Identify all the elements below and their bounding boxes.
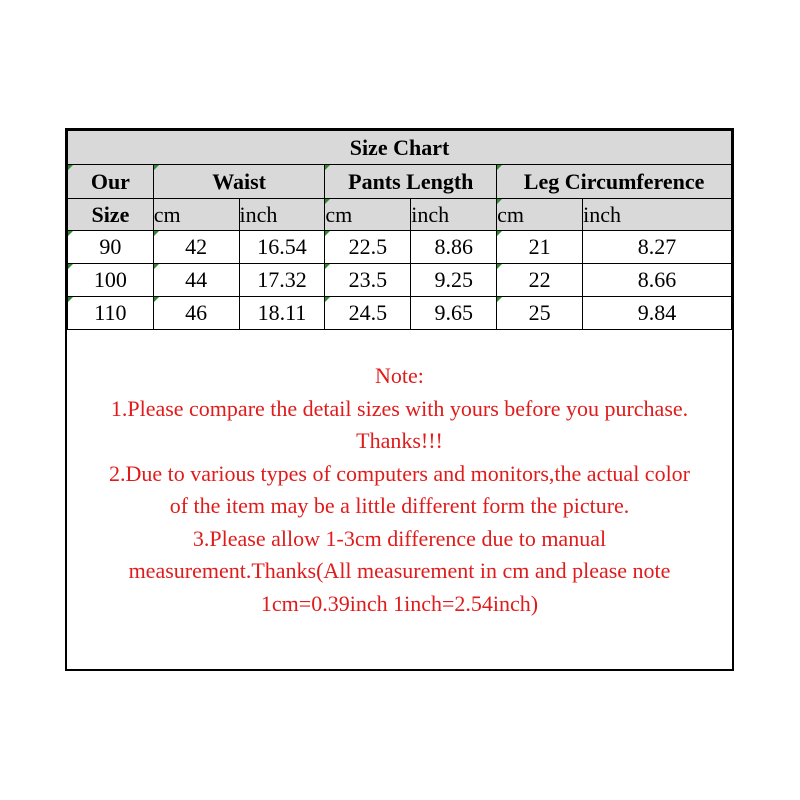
note-line: measurement.Thanks(All measurement in cm and please note [128,558,671,583]
note-line: 3.Please allow 1-3cm difference due to manual [192,525,607,551]
unit-waist-inch: inch [239,199,325,231]
header-leg-circumference: Leg Circumference [497,165,732,199]
table-row [68,231,732,264]
pants-cm-cell: 23.5 [325,264,411,297]
unit-pants-cm: cm [325,199,411,231]
waist-cm-cell: 44 [153,264,239,297]
leg-inch-cell: 8.66 [583,264,732,297]
header-pants-length: Pants Length [325,165,497,199]
waist-inch-cell: 17.32 [239,264,325,297]
waist-cm-cell: 42 [153,231,239,264]
waist-inch-cell: 18.11 [239,297,325,330]
unit-pants-inch: inch [411,199,497,231]
size-cell: 90 [68,231,154,264]
notes-block [67,360,732,620]
note-line: 1.Please compare the detail sizes with yours before you purchase. [110,395,689,421]
size-cell: 100 [68,264,154,297]
header-size: Size [68,199,154,231]
pants-inch-cell: 9.65 [411,297,497,330]
pants-inch-cell: 9.25 [411,264,497,297]
note-line: of the item may be a little different form the picture. [169,493,630,518]
note-line: 2.Due to various types of computers and monitors,the actual color [108,460,691,486]
leg-inch-cell: 9.84 [583,297,732,330]
unit-waist-cm: cm [153,199,239,231]
pants-cm-cell: 24.5 [325,297,411,330]
unit-leg-inch: inch [583,199,732,231]
leg-cm-cell: 21 [497,231,583,264]
table-title: Size Chart [68,131,732,165]
waist-inch-cell: 16.54 [239,231,325,264]
size-chart-table [67,130,732,330]
table-row [68,297,732,330]
header-our: Our [68,165,154,199]
leg-cm-cell: 25 [497,297,583,330]
pants-cm-cell: 22.5 [325,231,411,264]
note-line: Thanks!!! [356,428,443,453]
note-heading: Note: [375,363,424,388]
waist-cm-cell: 46 [153,297,239,330]
header-waist: Waist [153,165,325,199]
size-chart-sheet [65,128,734,671]
leg-inch-cell: 8.27 [583,231,732,264]
unit-leg-cm: cm [497,199,583,231]
note-line: 1cm=0.39inch 1inch=2.54inch) [260,590,539,616]
leg-cm-cell: 22 [497,264,583,297]
pants-inch-cell: 8.86 [411,231,497,264]
size-cell: 110 [68,297,154,330]
table-row [68,264,732,297]
